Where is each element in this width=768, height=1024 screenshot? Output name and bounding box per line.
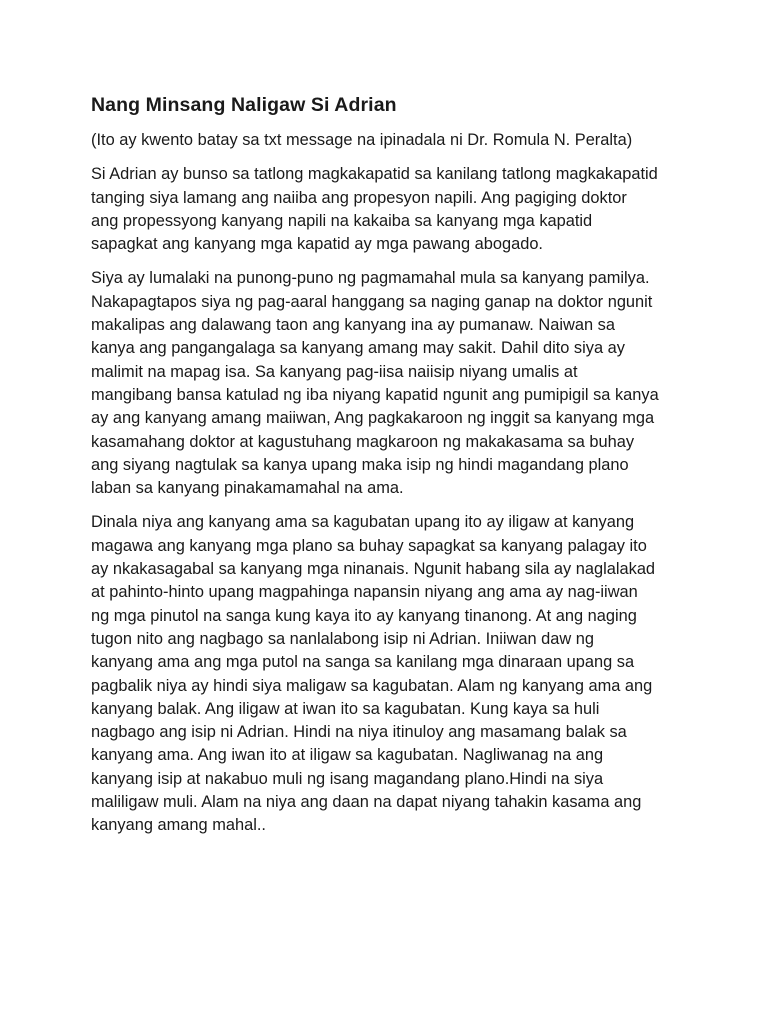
text-line: nagbago ang isip ni Adrian. Hindi na niya itinuloy ang masamang balak sa	[91, 723, 627, 742]
text-line: ay ang kanyang amang maiiwan, Ang pagkakaroon ng inggit sa kanyang mga	[91, 409, 655, 428]
text-line: Siya ay lumalaki na punong-puno ng pagmamahal mula sa kanyang pamilya.	[91, 269, 650, 288]
text-line: magawa ang kanyang mga plano sa buhay sapagkat sa kanyang palagay ito	[91, 536, 647, 555]
text-line: ang propessyong kanyang napili na kakaiba sa kanyang mga kapatid	[91, 211, 593, 230]
text-line: makalipas ang dalawang taon ang kanyang ina ay pumanaw. Naiwan sa	[91, 316, 615, 335]
document-title: Nang Minsang Naligaw Si Adrian	[91, 94, 397, 116]
text-line: Si Adrian ay bunso sa tatlong magkakapatid sa kanilang tatlong magkakapatid	[91, 165, 658, 184]
text-line: mangibang bansa katulad ng iba niyang kapatid ngunit ang pumipigil sa kanya	[91, 385, 659, 404]
text-line: Nakapagtapos siya ng pag-aaral hanggang sa naging ganap na doktor ngunit	[91, 292, 653, 311]
text-line: kanya ang pangangalaga sa kanyang amang may sakit. Dahil dito siya ay	[91, 339, 625, 358]
text-line: laban sa kanyang pinakamamahal na ama.	[91, 479, 404, 498]
text-line: ay nkakasagabal sa kanyang mga ninanais. Ngunit habang sila ay naglalakad	[91, 560, 656, 579]
text-line: kasamahang doktor at kagustuhang magkaroon ng makakasama sa buhay	[91, 432, 635, 451]
text-line: sapagkat ang kanyang mga kapatid ay mga pawang abogado.	[91, 235, 543, 254]
text-line: ng mga pinutol na sanga kung kaya ito ay kanyang tinanong. At ang naging	[91, 606, 637, 625]
text-line: pagbalik niya ay hindi siya maligaw sa kagubatan. Alam ng kanyang ama ang	[91, 676, 653, 695]
text-line: at pahinto-hinto upang magpahinga napansin niyang ang ama ay nag-iiwan	[91, 583, 638, 602]
text-line: maliligaw muli. Alam na niya ang daan na dapat niyang tahakin kasama ang	[91, 793, 642, 812]
text-line: Dinala niya ang kanyang ama sa kagubatan upang ito ay iligaw at kanyang	[91, 513, 635, 532]
text-line: kanyang isip at nakabuo muli ng isang magandang plano.Hindi na siya	[91, 769, 604, 788]
text-line: kanyang balak. Ang iligaw at iwan ito sa kagubatan. Kung kaya sa huli	[91, 699, 600, 718]
text-line: kanyang amang mahal..	[91, 816, 266, 835]
text-line: kanyang ama ang mga putol na sanga sa kanilang mga dinaraan upang sa	[91, 653, 635, 672]
subtitle-paragraph	[91, 129, 691, 152]
text-line: ang siyang nagtulak sa kanya upang maka isip ng hindi magandang plano	[91, 455, 629, 474]
body-paragraph	[91, 267, 691, 500]
text-line: tugon nito ang nagbago sa nanlalabong isip ni Adrian. Iniiwan daw ng	[91, 629, 595, 648]
body-paragraph	[91, 163, 691, 256]
document-page	[91, 92, 691, 849]
text-line: (Ito ay kwento batay sa txt message na ipinadala ni Dr. Romula N. Peralta)	[91, 131, 633, 149]
text-line: kanyang ama. Ang iwan ito at iligaw sa kagubatan. Nagliwanag na ang	[91, 746, 604, 765]
text-line: malimit na mapag isa. Sa kanyang pag-iisa naiisip niyang umalis at	[91, 362, 578, 381]
text-line: tanging siya lamang ang naiiba ang propesyon napili. Ang pagiging doktor	[91, 188, 627, 207]
document-body	[91, 129, 691, 838]
body-paragraph	[91, 511, 691, 837]
